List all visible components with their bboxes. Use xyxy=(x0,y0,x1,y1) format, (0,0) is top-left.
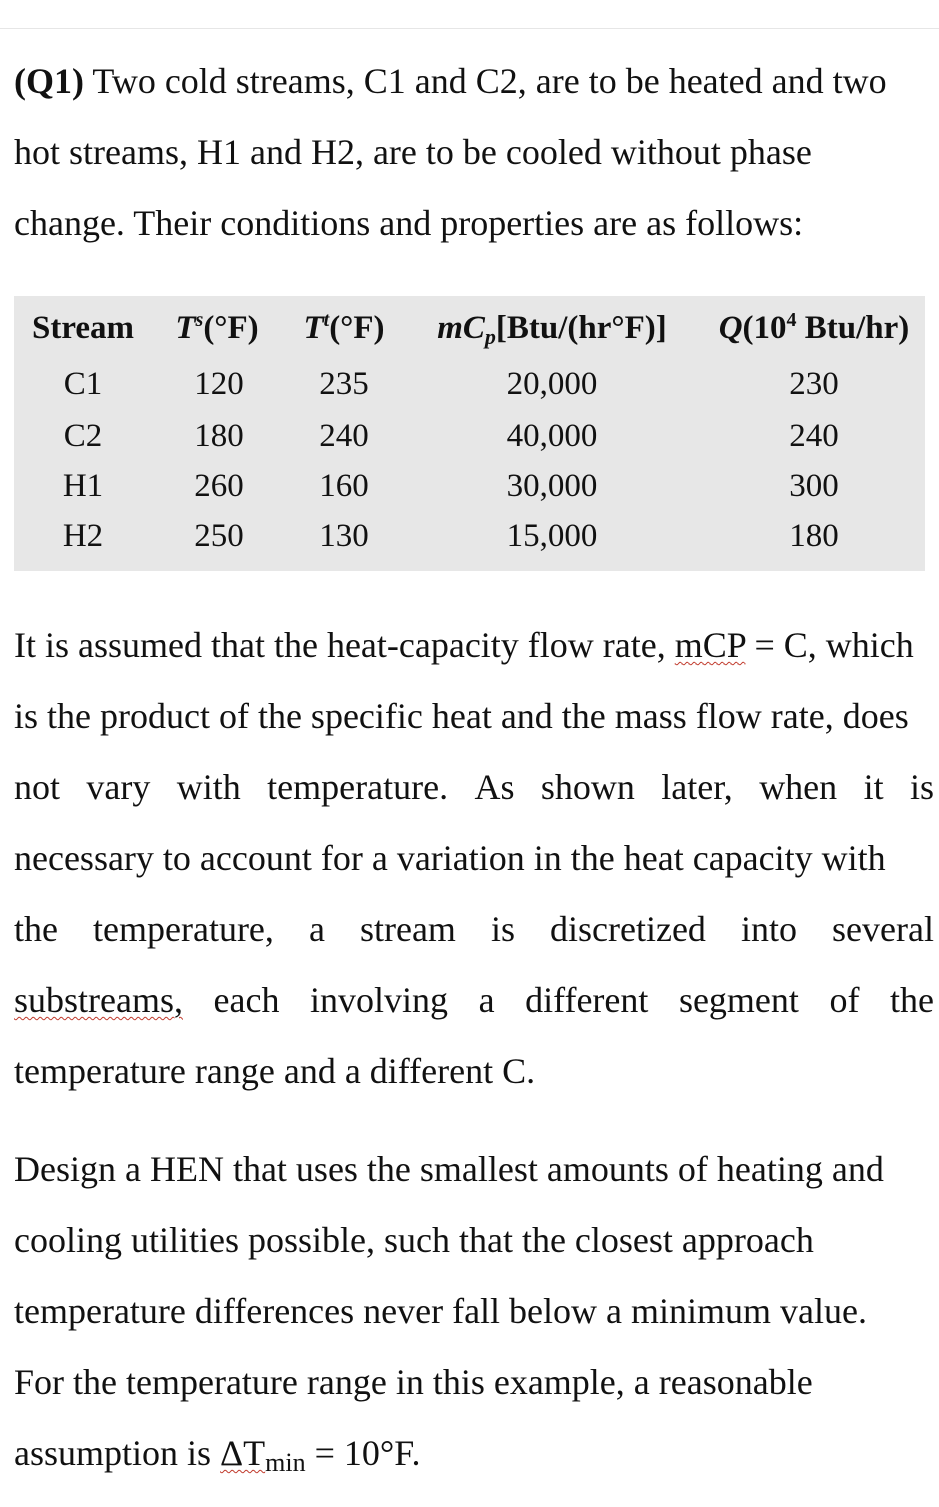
header-mcp xyxy=(437,308,667,348)
header-ts-sup: s xyxy=(195,309,204,331)
stream-data-table xyxy=(14,296,925,571)
design-l5-pre: assumption is xyxy=(14,1433,221,1473)
cell-target-temp: 235 xyxy=(319,366,369,402)
word: temperature. xyxy=(267,767,449,807)
header-ts-unit: (°F) xyxy=(203,310,259,346)
word: is xyxy=(490,909,515,949)
header-q-symbol: Q xyxy=(718,310,743,346)
delta-t-min-term xyxy=(220,1433,306,1477)
word: of xyxy=(829,980,860,1020)
word: each xyxy=(213,980,280,1020)
design-paragraph xyxy=(14,1134,934,1489)
question-intro xyxy=(14,46,934,259)
word: the xyxy=(14,909,58,949)
assumption-line-7: temperature range and a different C. xyxy=(14,1051,536,1091)
assumption-l1-post: = C, which xyxy=(745,625,914,665)
header-mcp-unit: [Btu/(hr°F)] xyxy=(495,310,667,346)
design-line-5 xyxy=(14,1418,934,1489)
header-ts-symbol: T xyxy=(175,310,196,346)
header-stream xyxy=(32,308,134,348)
header-heat-duty xyxy=(719,308,910,348)
word: later, xyxy=(661,767,733,807)
word: vary xyxy=(86,767,151,807)
intro-line-2: hot streams, H1 and H2, are to be cooled without phase xyxy=(14,132,812,172)
header-mcp-symbol: mC xyxy=(437,310,485,346)
cell-mcp: 30,000 xyxy=(506,468,598,504)
word: into xyxy=(740,909,797,949)
assumption-line-5 xyxy=(14,894,934,965)
word: when xyxy=(759,767,838,807)
assumption-l1-pre: It is assumed that the heat-capacity flow rate, xyxy=(14,625,675,665)
header-mcp-sub: p xyxy=(484,324,496,349)
word: not xyxy=(14,767,61,807)
mcp-term: mCP xyxy=(674,625,746,665)
assumption-paragraph xyxy=(14,610,934,1107)
design-line-1: Design a HEN that uses the smallest amounts of heating and xyxy=(14,1149,884,1189)
word: segment xyxy=(678,980,799,1020)
word: temperature, xyxy=(93,909,274,949)
cell-stream: C2 xyxy=(63,418,103,454)
word: discretized xyxy=(550,909,706,949)
word: several xyxy=(832,909,934,949)
word: a xyxy=(308,909,325,949)
cell-mcp: 20,000 xyxy=(506,366,598,402)
word: the xyxy=(890,980,934,1020)
header-tt-symbol: T xyxy=(303,310,324,346)
header-tt-sup: t xyxy=(323,309,330,331)
min-subscript: min xyxy=(265,1448,306,1477)
header-q-sup: 4 xyxy=(786,309,797,331)
design-l5-post: = 10°F. xyxy=(305,1433,421,1473)
intro-text-1: Two cold streams, C1 and C2, are to be heated and two xyxy=(92,61,887,101)
word: different xyxy=(525,980,649,1020)
word: involving xyxy=(310,980,449,1020)
cell-stream: C1 xyxy=(63,366,103,402)
design-line-4: For the temperature range in this example, a reasonable xyxy=(14,1362,813,1402)
assumption-line-2: is the product of the specific heat and the mass flow rate, does xyxy=(14,696,909,736)
cell-supply-temp: 260 xyxy=(194,468,244,504)
cell-target-temp: 130 xyxy=(319,518,369,554)
design-line-3: temperature differences never fall below a minimum value. xyxy=(14,1291,867,1331)
header-q-pre: (10 xyxy=(742,310,787,346)
intro-line-3: change. Their conditions and properties are as follows: xyxy=(14,203,804,243)
cell-target-temp: 240 xyxy=(319,418,369,454)
header-supply-temp xyxy=(175,308,258,348)
cell-mcp: 40,000 xyxy=(506,418,598,454)
cell-heat-duty: 240 xyxy=(789,418,839,454)
word: As xyxy=(474,767,515,807)
question-label: (Q1) xyxy=(14,61,84,101)
top-bar xyxy=(0,0,939,29)
cell-mcp: 15,000 xyxy=(506,518,598,554)
cell-heat-duty: 300 xyxy=(789,468,839,504)
word: it xyxy=(863,767,884,807)
assumption-line-4: necessary to account for a variation in the heat capacity with xyxy=(14,838,886,878)
word: stream xyxy=(359,909,456,949)
header-tt-unit: (°F) xyxy=(329,310,385,346)
assumption-line-6 xyxy=(14,965,934,1036)
word: is xyxy=(909,767,934,807)
cell-target-temp: 160 xyxy=(319,468,369,504)
header-q-unit: Btu/hr) xyxy=(796,310,910,346)
cell-heat-duty: 180 xyxy=(789,518,839,554)
word: substreams, xyxy=(14,980,183,1020)
cell-heat-duty: 230 xyxy=(789,366,839,402)
word: a xyxy=(478,980,495,1020)
header-target-temp xyxy=(303,308,384,348)
assumption-line-3 xyxy=(14,752,934,823)
assumption-line-1 xyxy=(14,610,934,681)
cell-supply-temp: 180 xyxy=(194,418,244,454)
cell-stream: H1 xyxy=(62,468,104,504)
cell-supply-temp: 250 xyxy=(194,518,244,554)
cell-stream: H2 xyxy=(62,518,104,554)
header-stream-text: Stream xyxy=(31,310,135,346)
delta-t: ΔT xyxy=(220,1433,266,1473)
design-line-2: cooling utilities possible, such that the closest approach xyxy=(14,1220,814,1260)
word: with xyxy=(176,767,241,807)
intro-line-1 xyxy=(14,46,934,117)
cell-supply-temp: 120 xyxy=(194,366,244,402)
word: shown xyxy=(540,767,635,807)
